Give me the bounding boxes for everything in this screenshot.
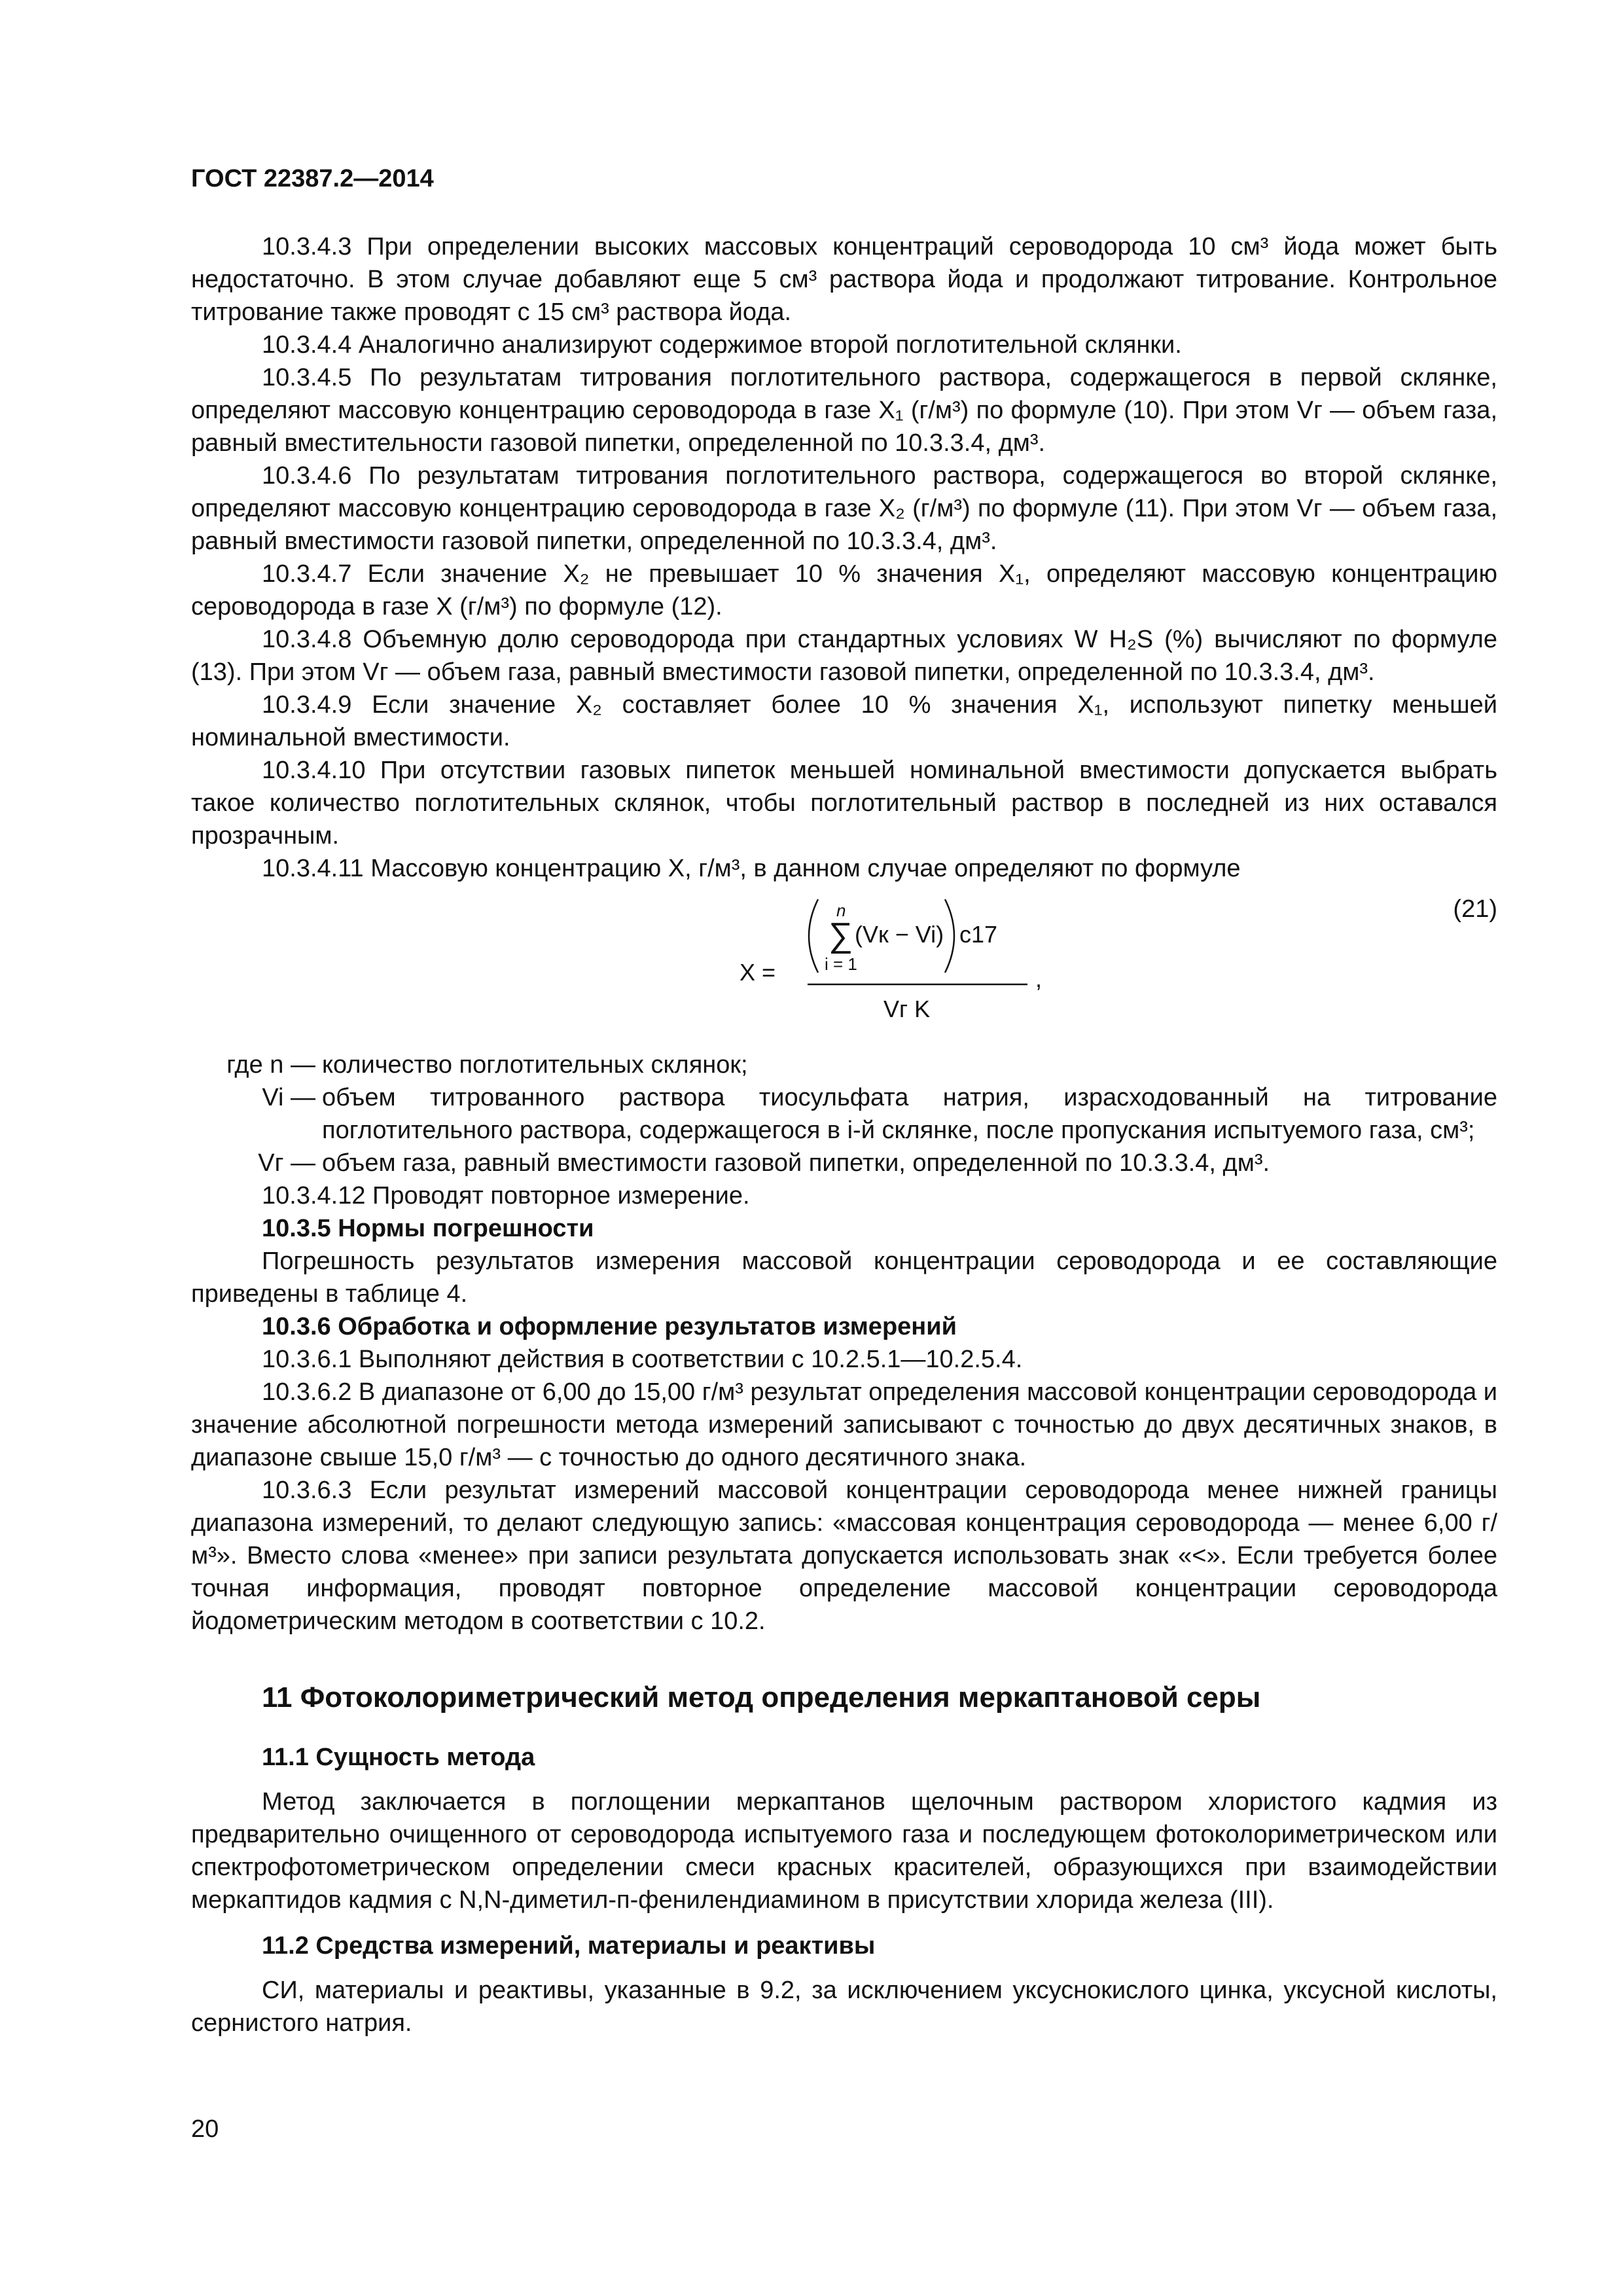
paragraph-10-3-4-3: 10.3.4.3 При определении высоких массовых концентраций сероводорода 10 см³ йода может быть недостаточно. В этом случае добавляют еще 5 см³ раствора йода и продолжают титрование. Контрольное титрование также проводят с 15 см³ раствора йода.	[191, 233, 1497, 326]
where-symbol: Vг —	[258, 1149, 315, 1177]
where-symbol: Vi —	[262, 1084, 315, 1111]
right-paren	[945, 899, 954, 973]
sum-upper: n	[836, 901, 846, 920]
paragraph-11-2: СИ, материалы и реактивы, указанные в 9.2, за исключением уксуснокислого цинка, уксусной кислоты, сернистого натрия.	[191, 1977, 1497, 2037]
where-row	[191, 1147, 1497, 1179]
paragraph-10-3-5: Погрешность результатов измерения массовой концентрации сероводорода и ее составляющие приведены в таблице 4.	[191, 1247, 1497, 1308]
paragraph-10-3-4-12: 10.3.4.12 Проводят повторное измерение.	[262, 1182, 750, 1210]
formula-graphic	[726, 889, 1315, 1046]
paragraph-10-3-6-3: 10.3.6.3 Если результат измерений массовой концентрации сероводорода менее нижней границы диапазона измерений, то делают следующую запись: «массовая концентрация сероводорода — менее 6,00 г/м³». Вместо слова «менее» при записи результата допускается использовать знак «<». Если требуется более точная информация, проводят повторное определение массовой концентрации сероводорода йодометрическим методом в соответствии с 10.2.	[191, 1477, 1497, 1635]
where-description: объем газа, равный вместимости газовой пипетки, определенной по 10.3.3.4, дм³.	[322, 1149, 1270, 1177]
heading-11-1: 11.1 Сущность метода	[262, 1744, 535, 1771]
heading-10-3-6: 10.3.6 Обработка и оформление результатов измерений	[262, 1313, 957, 1340]
formula-denominator: Vг K	[883, 996, 931, 1022]
paragraph-10-3-4-9: 10.3.4.9 Если значение X₂ составляет более 10 % значения X₁, используют пипетку меньшей номинальной вместимости.	[191, 691, 1497, 751]
paragraph-10-3-6-2: 10.3.6.2 В диапазоне от 6,00 до 15,00 г/м³ результат определения массовой концентрации сероводорода и значение абсолютной погрешности метода измерений записывают с точностью до двух десятичных знаков, в диапазоне свыше 15,0 г/м³ — с точностью до одного десятичного знака.	[191, 1378, 1498, 1471]
heading-11-2: 11.2 Средства измерений, материалы и реактивы	[262, 1932, 876, 1960]
document-header: ГОСТ 22387.2—2014	[191, 165, 434, 192]
where-list	[191, 1049, 1497, 1179]
paragraph-10-3-4-7: 10.3.4.7 Если значение X₂ не превышает 10 % значения X₁, определяют массовую концентрацию сероводорода в газе X (г/м³) по формуле (12).	[191, 560, 1497, 620]
where-symbol: где n —	[226, 1051, 315, 1079]
paragraph-10-3-4-5: 10.3.4.5 По результатам титрования поглотительного раствора, содержащегося в первой склянке, определяют массовую концентрацию сероводорода в газе X₁ (г/м³) по формуле (10). При этом Vг — объем газа, равный вместительности газовой пипетки, определенной по 10.3.3.4, дм³.	[191, 364, 1497, 457]
paragraph-10-3-4-8: 10.3.4.8 Объемную долю сероводорода при стандартных условиях W H₂S (%) вычисляют по формуле (13). При этом Vг — объем газа, равный вместимости газовой пипетки, определенной по 10.3.3.4, дм³.	[191, 626, 1497, 686]
where-description: объем титрованного раствора тиосульфата натрия, израсходованный на титрование поглотительного раствора, содержащегося в i-й склянке, после пропускания испытуемого газа, см³;	[322, 1084, 1497, 1144]
where-description: количество поглотительных склянок;	[322, 1051, 748, 1079]
paragraph-10-3-4-4: 10.3.4.4 Аналогично анализируют содержимое второй поглотительной склянки.	[262, 331, 1182, 359]
formula-21	[191, 889, 1497, 1046]
heading-section-11: 11 Фотоколориметрический метод определения меркаптановой серы	[262, 1681, 1261, 1713]
sum-lower: i = 1	[825, 954, 857, 974]
paragraph-10-3-6-1: 10.3.6.1 Выполняют действия в соответствии с 10.2.5.1—10.2.5.4.	[262, 1346, 1023, 1373]
paragraph-11-1: Метод заключается в поглощении меркаптанов щелочным раствором хлористого кадмия из предварительно очищенного от сероводорода испытуемого газа и последующем фотоколориметрическом или спектрофотометрическом определении смеси красных красителей, образующихся при взаимодействии меркаптидов кадмия с N,N-диметил-п-фенилендиамином в присутствии хлорида железа (III).	[191, 1788, 1497, 1914]
formula-factor: c17	[959, 921, 998, 948]
heading-10-3-5: 10.3.5 Нормы погрешности	[262, 1215, 594, 1242]
document-body	[191, 230, 1497, 2039]
left-paren	[809, 899, 818, 973]
paragraph-10-3-4-6: 10.3.4.6 По результатам титрования поглотительного раствора, содержащегося во второй склянке, определяют массовую концентрацию сероводорода в газе X₂ (г/м³) по формуле (11). При этом Vг — объем газа, равный вместимости газовой пипетки, определенной по 10.3.3.4, дм³.	[191, 462, 1497, 555]
sum-sign: ∑	[829, 916, 853, 954]
paragraph-10-3-4-11: 10.3.4.11 Массовую концентрацию X, г/м³, в данном случае определяют по формуле	[262, 855, 1241, 882]
page-number: 20	[191, 2115, 219, 2143]
formula-lhs: X =	[740, 959, 776, 986]
formula-trailing: ,	[1035, 965, 1043, 992]
paragraph-10-3-4-10: 10.3.4.10 При отсутствии газовых пипеток меньшей номинальной вместимости допускается выбрать такое количество поглотительных склянок, чтобы поглотительный раствор в последней из них оставался прозрачным.	[191, 757, 1497, 850]
where-row	[191, 1049, 1497, 1081]
formula-term: (Vк − Vi)	[855, 921, 944, 948]
formula-number: (21)	[1453, 895, 1497, 923]
where-row	[191, 1081, 1497, 1147]
